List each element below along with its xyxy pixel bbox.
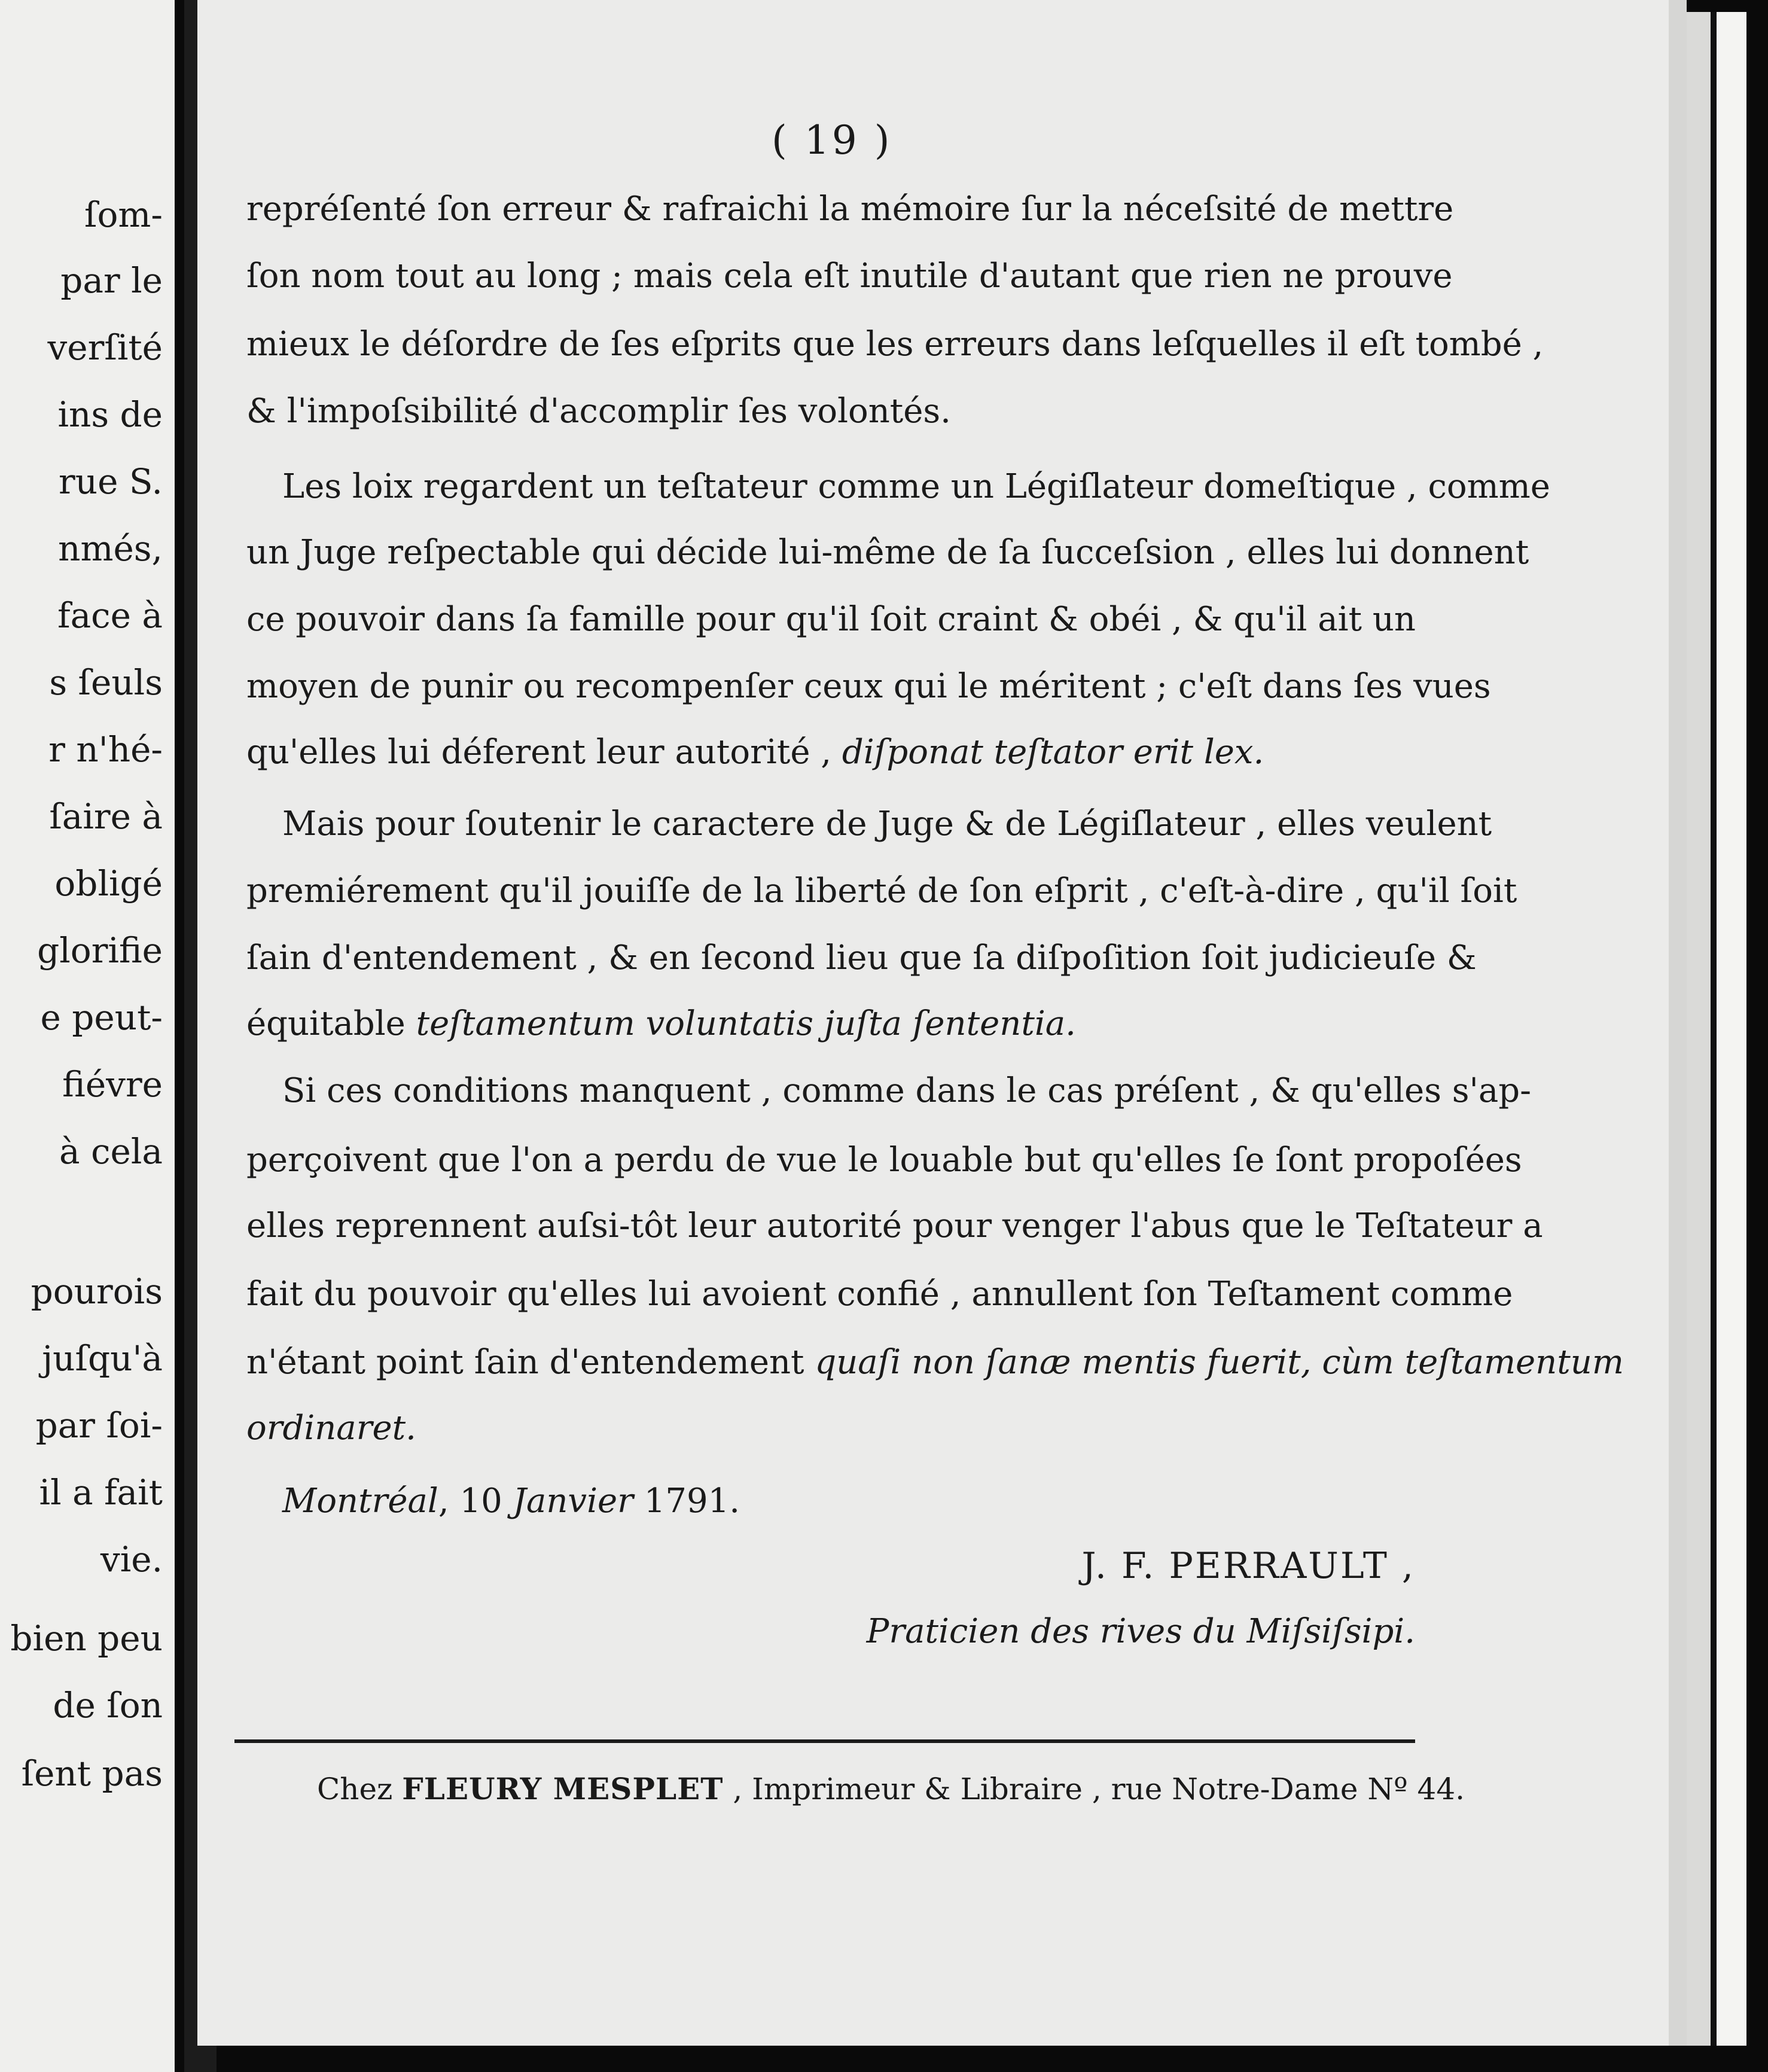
facing-fragment: ſaire à xyxy=(49,796,163,837)
page-edge xyxy=(1687,12,1711,2046)
facing-fragment: glorifie xyxy=(37,930,163,971)
imprint-pre: Chez xyxy=(317,1772,403,1806)
facing-fragment: r n'hé- xyxy=(48,729,163,770)
text-line: moyen de punir ou recompenſer ceux qui le méritent ; c'eſt dans ſes vues xyxy=(246,667,1491,706)
facing-fragment: face à xyxy=(57,595,163,636)
page-edge-line xyxy=(1711,12,1717,2046)
imprint-number: Nº 44. xyxy=(1367,1772,1465,1806)
text-line: mieux le déſordre de ſes eſprits que les erreurs dans leſquelles il eſt tombé , xyxy=(246,325,1544,364)
facing-fragment: nmés, xyxy=(58,528,163,569)
text-line: & l'impoſsibilité d'accomplir ſes volontés. xyxy=(246,392,951,431)
facing-fragment: ſom- xyxy=(84,194,163,235)
facing-fragment: ins de xyxy=(57,394,163,435)
facing-fragment: e peut- xyxy=(40,997,163,1038)
facing-fragment: de ſon xyxy=(53,1685,163,1726)
facing-fragment: à cela xyxy=(59,1131,163,1172)
text-line: Mais pour ſoutenir le caractere de Juge & de Légiſlateur , elles veulent xyxy=(282,805,1492,843)
imprint xyxy=(317,1768,1465,1810)
facing-fragment: vie. xyxy=(100,1539,163,1580)
signature-title: Praticien des rives du Miſsiſsipi. xyxy=(866,1612,1415,1651)
text-line: fait du pouvoir qu'elles lui avoient confié , annullent ſon Teſtament comme xyxy=(246,1275,1513,1314)
facing-fragment: rue S. xyxy=(59,461,163,502)
page-shade xyxy=(1669,0,1687,2046)
text-line: elles reprennent auſsi-tôt leur autorité pour venger l'abus que le Teſtateur a xyxy=(246,1206,1543,1245)
latin-quote: ordinaret. xyxy=(246,1409,416,1448)
date-place: Montréal xyxy=(282,1482,438,1521)
facing-fragment: il a fait xyxy=(39,1472,163,1513)
facing-fragment: par ſoi- xyxy=(35,1405,163,1446)
facing-fragment: ſent pas xyxy=(21,1753,163,1794)
text-line: premiérement qu'il jouiſſe de la liberté de ſon eſprit , c'eſt-à-dire , qu'il ſoit xyxy=(246,872,1517,910)
text-line xyxy=(246,1407,1415,1450)
text-line: Si ces conditions manquent , comme dans le cas préſent , & qu'elles s'ap- xyxy=(282,1071,1532,1110)
facing-fragment: fiévre xyxy=(62,1064,163,1105)
facing-fragment: juſqu'à xyxy=(42,1338,163,1379)
text-line: repréſenté ſon erreur & rafraichi la mémoire ſur la néceſsité de mettre xyxy=(246,190,1454,228)
text-line: ſain d'entendement , & en ſecond lieu que ſa diſpoſition ſoit judicieuſe & xyxy=(246,939,1477,977)
date-sep: , xyxy=(438,1482,460,1521)
text-run: n'étant point ſain d'entendement xyxy=(246,1343,815,1382)
facing-fragment: obligé xyxy=(54,863,163,904)
facing-fragment: s ſeuls xyxy=(49,662,163,703)
footer-rule xyxy=(234,1739,1415,1743)
latin-quote: quaſi non ſanæ mentis fuerit, cùm teſtamentum xyxy=(815,1343,1624,1382)
text-line: ce pouvoir dans ſa famille pour qu'il ſoit craint & obéi , & qu'il ait un xyxy=(246,600,1416,639)
date-day: 10 xyxy=(459,1482,502,1521)
date-line xyxy=(282,1480,740,1523)
date-year: 1791. xyxy=(644,1482,740,1521)
facing-page xyxy=(0,0,175,2072)
imprint-mid: , Imprimeur & Libraire , rue Notre-Dame xyxy=(723,1772,1368,1806)
imprint-printer: FLEURY MESPLET xyxy=(402,1771,724,1806)
signature-name: J. F. PERRAULT , xyxy=(1081,1545,1415,1587)
text-line xyxy=(246,731,1415,774)
text-line: Les loix regardent un teſtateur comme un Légiſlateur domeſtique , comme xyxy=(282,467,1550,506)
facing-fragment: verſité xyxy=(47,327,163,368)
latin-quote: diſponat teſtator erit lex. xyxy=(842,733,1264,772)
facing-fragment: pourois xyxy=(31,1271,163,1312)
facing-fragment: bien peu xyxy=(10,1618,163,1659)
date-month: Janvier xyxy=(513,1482,633,1521)
facing-fragment: par le xyxy=(60,260,163,301)
latin-quote: teſtamentum voluntatis juſta ſententia. xyxy=(416,1004,1076,1043)
page-number: ( 19 ) xyxy=(772,117,892,163)
text-run: qu'elles lui déferent leur autorité , xyxy=(246,733,842,772)
text-run: équitable xyxy=(246,1004,416,1043)
text-line xyxy=(246,1341,1624,1384)
text-line: perçoivent que l'on a perdu de vue le louable but qu'elles ſe ſont propoſées xyxy=(246,1141,1522,1180)
next-page-edge xyxy=(1717,12,1746,2046)
text-line xyxy=(246,1003,1415,1046)
text-line: un Juge reſpectable qui décide lui-même de ſa ſucceſsion , elles lui donnent xyxy=(246,533,1529,572)
text-line: ſon nom tout au long ; mais cela eſt inutile d'autant que rien ne prouve xyxy=(246,257,1453,295)
